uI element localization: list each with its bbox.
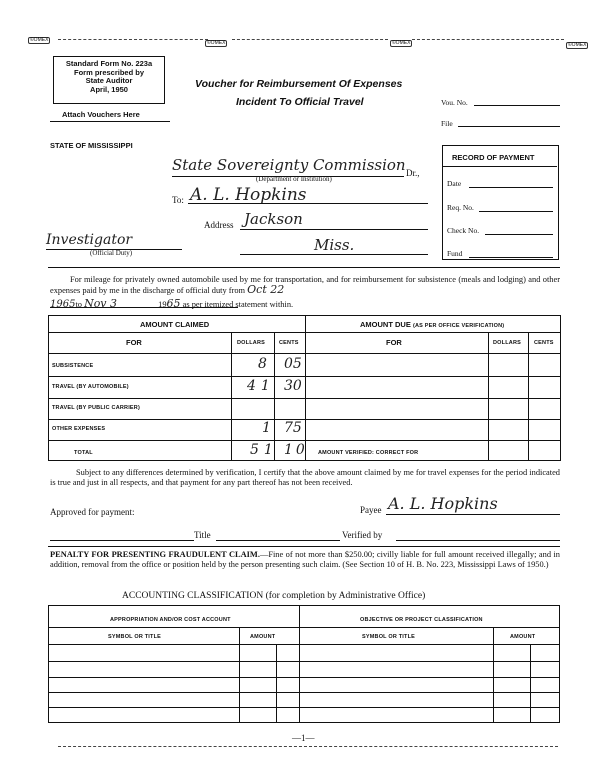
accounting-title: ACCOUNTING CLASSIFICATION xyxy=(122,591,264,601)
accounting-left-amount: AMOUNT xyxy=(250,634,276,640)
row-dollars-subsistence: 8 xyxy=(258,356,267,372)
record-req-line xyxy=(479,211,553,212)
due-cents-divider xyxy=(528,332,529,461)
perforation-line xyxy=(412,39,564,40)
title-label: Title xyxy=(194,530,211,540)
row-cents-travel-auto: 30 xyxy=(284,378,302,394)
claimed-dollars-divider xyxy=(231,332,232,461)
statement-year1: 1965 xyxy=(50,299,76,310)
row-label-travel-carrier: TRAVEL (BY PUBLIC CARRIER) xyxy=(52,405,141,411)
record-fund-label: Fund xyxy=(447,249,463,258)
claimed-col-cents: CENTS xyxy=(279,340,299,346)
due-col-for: FOR xyxy=(386,338,402,347)
record-check-line xyxy=(485,234,553,235)
due-col-dollars: DOLLARS xyxy=(493,340,521,346)
file-line xyxy=(458,126,560,127)
table-header-divider xyxy=(48,332,561,333)
accounting-row-line xyxy=(48,661,560,662)
attach-note: Attach Vouchers Here xyxy=(62,110,140,119)
to-label: To: xyxy=(172,195,184,205)
accounting-right-header: OBJECTIVE OR PROJECT CLASSIFICATION xyxy=(360,617,483,623)
accounting-left-amount-divider xyxy=(239,627,240,723)
amount-verified-label: AMOUNT VERIFIED: CORRECT FOR xyxy=(318,450,419,456)
official-duty-value: Investigator xyxy=(46,232,133,248)
claimed-col-dollars: DOLLARS xyxy=(237,340,265,346)
punch-hole-mark: ©OMEX xyxy=(392,40,411,46)
accounting-header-divider xyxy=(48,627,560,628)
accounting-title-row xyxy=(122,591,425,601)
form-prescribed: Form prescribed by xyxy=(73,67,145,77)
statement-year2: 65 xyxy=(166,297,181,310)
row-cents-subsistence: 05 xyxy=(284,356,302,372)
record-fund-line xyxy=(469,257,553,258)
attach-underline xyxy=(50,121,170,122)
table-subheader-divider xyxy=(48,353,561,354)
penalty-text: —Fine of not more than $250.00; civilly liable for full amount received illegally; and in addition, removal from the office or position held by the person presenting such claim. (See Section 10 of H. B. No. 223, Mississippi Laws of 1950.) xyxy=(50,550,560,570)
page-number: —1— xyxy=(292,733,315,743)
accounting-subheader-divider xyxy=(48,644,560,645)
statement-year-prefix: 19 xyxy=(158,300,167,309)
row-cents-other: 75 xyxy=(284,420,302,436)
form-number: Standard Form No. 223a xyxy=(65,59,153,68)
form-date: April, 1950 xyxy=(90,84,128,94)
address-line-2 xyxy=(240,254,428,255)
claimed-row-divider xyxy=(48,376,305,377)
due-row-divider xyxy=(305,419,561,420)
claimed-row-divider xyxy=(48,398,305,399)
file-label: File xyxy=(441,119,453,128)
due-row-divider xyxy=(305,440,561,441)
approved-signature-line xyxy=(50,540,194,541)
statement-text2: as per itemized statement within. xyxy=(182,300,294,309)
row-label-subsistence: SUBSISTENCE xyxy=(52,363,94,369)
accounting-center-divider xyxy=(299,605,300,723)
due-row-divider xyxy=(305,398,561,399)
row-cents-total: 10 xyxy=(284,442,308,458)
accounting-right-cents-divider xyxy=(530,644,531,723)
perforation-line xyxy=(232,39,388,40)
statement-to-word: to xyxy=(75,300,82,309)
statement-text: For mileage for privately owned automobile used by me for transportation, and for reimbursement for subsistence (meals and lodging) and other expenses paid by me in the discharge of official duty from xyxy=(50,275,560,296)
statement-dates-line xyxy=(50,297,293,310)
payee-value: A. L. Hopkins xyxy=(388,494,498,513)
amount-due-header xyxy=(360,320,504,329)
claimed-col-for: FOR xyxy=(126,338,142,347)
accounting-left-symbol: SYMBOL OR TITLE xyxy=(108,634,162,640)
form-auditor: State Auditor xyxy=(85,76,133,86)
accounting-left-cents-divider xyxy=(276,644,277,723)
record-date-label: Date xyxy=(447,179,462,188)
record-check-label: Check No. xyxy=(447,226,480,235)
title-line xyxy=(216,540,340,541)
address-line-1 xyxy=(240,229,428,230)
accounting-right-symbol: SYMBOL OR TITLE xyxy=(362,634,416,640)
form-subtitle: Incident To Official Travel xyxy=(236,96,364,108)
vou-no-label: Vou. No. xyxy=(441,98,468,107)
penalty-top-rule xyxy=(48,546,560,547)
record-title-divider xyxy=(443,166,557,167)
due-col-cents: CENTS xyxy=(534,340,554,346)
perforation-line xyxy=(58,39,208,40)
row-label-travel-auto: TRAVEL (BY AUTOMOBILE) xyxy=(52,384,129,390)
statement-to-date: Nov 3 xyxy=(84,297,118,310)
payee-label: Payee xyxy=(360,505,382,515)
approved-label: Approved for payment: xyxy=(50,507,135,517)
form-title: Voucher for Reimbursement Of Expenses xyxy=(195,78,403,90)
record-req-label: Req. No. xyxy=(447,203,474,212)
payee-line xyxy=(386,514,560,515)
accounting-subtitle: (for completion by Administrative Office) xyxy=(265,591,426,601)
punch-hole-mark: ©OMEX xyxy=(207,40,226,46)
amount-due-note: (AS PER OFFICE VERIFICATION) xyxy=(412,323,505,329)
verified-by-label: Verified by xyxy=(342,530,383,540)
accounting-right-amount-divider xyxy=(493,627,494,723)
form-info-box xyxy=(53,56,165,104)
claimed-row-divider xyxy=(48,440,305,441)
to-value: A. L. Hopkins xyxy=(190,185,307,205)
verified-by-line xyxy=(396,540,560,541)
row-label-total: TOTAL xyxy=(74,450,93,456)
department-caption: (Department or Institution) xyxy=(256,175,332,183)
row-dollars-other: 1 xyxy=(262,420,271,436)
accounting-row-line xyxy=(48,707,560,708)
amount-due-title: AMOUNT DUE xyxy=(360,320,411,329)
address-label: Address xyxy=(204,220,234,230)
section-divider xyxy=(48,267,560,268)
accounting-left-header: APPROPRIATION AND/OR COST ACCOUNT xyxy=(110,617,231,623)
bottom-perforation-line xyxy=(58,746,558,747)
accounting-row-line xyxy=(48,692,560,693)
record-of-payment-box xyxy=(442,145,559,260)
due-row-divider xyxy=(305,376,561,377)
address-line1: Jackson xyxy=(244,210,303,228)
statement-paragraph xyxy=(50,275,560,297)
accounting-right-amount: AMOUNT xyxy=(510,634,536,640)
to-line xyxy=(188,203,428,204)
punch-hole-mark: ©OMEX xyxy=(30,37,49,43)
row-label-other: OTHER EXPENSES xyxy=(52,426,106,432)
row-dollars-total: 51 xyxy=(250,442,278,458)
vou-no-line xyxy=(474,105,560,106)
accounting-row-line xyxy=(48,677,560,678)
amount-claimed-header: AMOUNT CLAIMED xyxy=(140,320,210,329)
official-duty-caption: (Official Duty) xyxy=(90,249,133,257)
penalty-heading: PENALTY FOR PRESENTING FRAUDULENT CLAIM. xyxy=(50,550,260,559)
state-label: STATE OF MISSISSIPPI xyxy=(50,141,133,150)
penalty-paragraph xyxy=(50,550,560,571)
statement-from-date: Oct 22 xyxy=(247,283,285,297)
due-dollars-divider xyxy=(488,332,489,461)
department-value: State Sovereignty Commission xyxy=(172,156,406,174)
punch-hole-mark: ©OMEX xyxy=(568,42,587,48)
certification-text: Subject to any differences determined by verification, I certify that the above amount claimed by me for travel expenses for the period indicated is true and just in all respects, and that payment for any part thereof has not been received. xyxy=(50,468,560,488)
statement-year-underline xyxy=(50,307,238,308)
department-suffix: Dr., xyxy=(406,168,420,178)
address-line2: Miss. xyxy=(314,236,355,254)
record-date-line xyxy=(469,187,553,188)
record-of-payment-title: RECORD OF PAYMENT xyxy=(452,153,535,162)
row-dollars-travel-auto: 41 xyxy=(247,378,275,394)
